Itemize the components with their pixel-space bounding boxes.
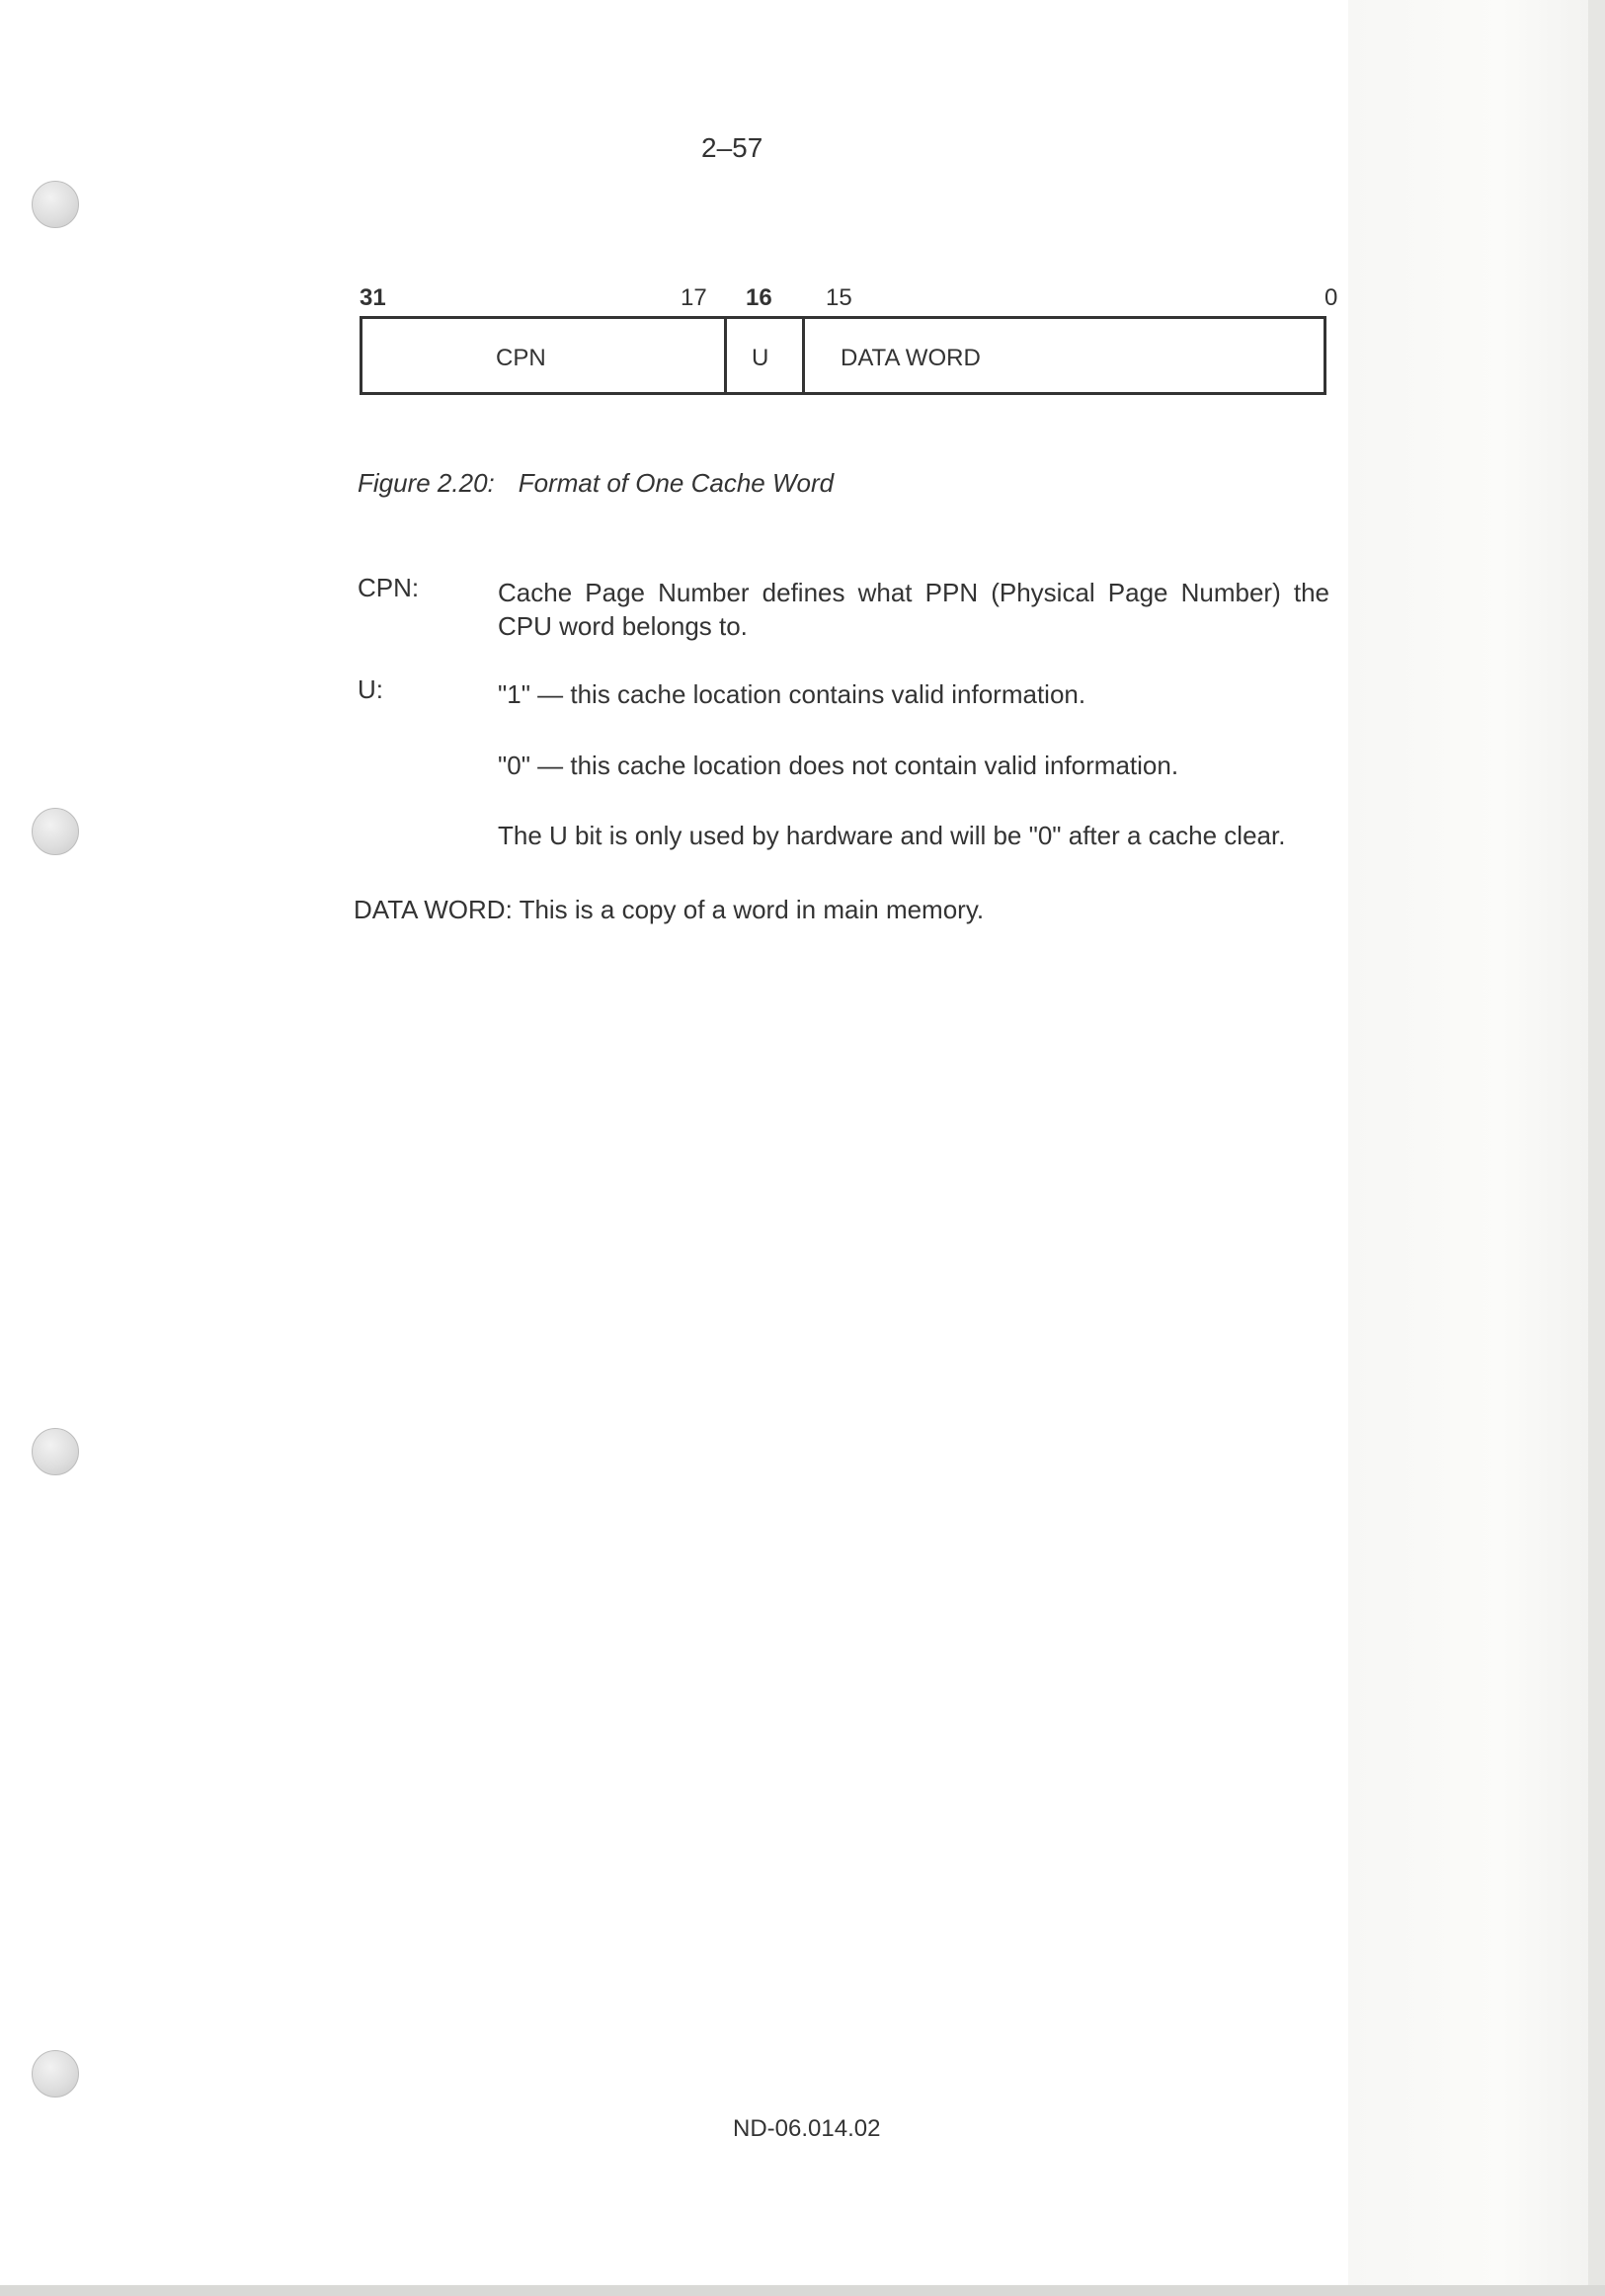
field-divider-cpn-u bbox=[724, 319, 727, 392]
paper-edge-bottom bbox=[0, 2285, 1605, 2296]
bit-label-15: 15 bbox=[826, 284, 852, 311]
document-footer: ND-06.014.02 bbox=[733, 2115, 881, 2142]
field-u: U bbox=[752, 345, 769, 371]
punch-hole-3 bbox=[32, 1428, 79, 1475]
definition-cpn: Cache Page Number defines what PPN (Physical Page Number) the CPU word belongs to. bbox=[498, 578, 1329, 641]
punch-hole-1 bbox=[32, 181, 79, 228]
punch-hole-2 bbox=[32, 808, 79, 855]
definition-u-line-1: "1" — this cache location contains valid information. bbox=[498, 679, 1086, 709]
page-number: 2–57 bbox=[701, 132, 763, 163]
definition-u-line-3: The U bit is only used by hardware and will be "0" after a cache clear. bbox=[498, 821, 1286, 850]
page-margin-strip bbox=[1348, 0, 1605, 2296]
field-data-word: DATA WORD bbox=[841, 345, 981, 371]
term-u: U: bbox=[358, 674, 383, 704]
punch-hole-4 bbox=[32, 2050, 79, 2098]
figure-caption-text: Format of One Cache Word bbox=[518, 468, 835, 498]
cache-word-diagram bbox=[360, 316, 1326, 395]
definition-u-line-2: "0" — this cache location does not contain valid information. bbox=[498, 751, 1179, 780]
figure-caption-number: Figure 2.20: bbox=[358, 468, 495, 498]
field-divider-u-data bbox=[802, 319, 805, 392]
bit-label-17: 17 bbox=[681, 284, 707, 311]
bit-label-16: 16 bbox=[746, 284, 772, 311]
definition-data-word: DATA WORD: This is a copy of a word in main memory. bbox=[354, 895, 985, 924]
term-cpn: CPN: bbox=[358, 573, 420, 602]
field-cpn: CPN bbox=[496, 345, 546, 371]
paper-edge-right bbox=[1588, 0, 1605, 2296]
bit-label-0: 0 bbox=[1324, 284, 1338, 311]
figure-caption bbox=[358, 468, 834, 499]
bit-label-31: 31 bbox=[360, 284, 386, 311]
